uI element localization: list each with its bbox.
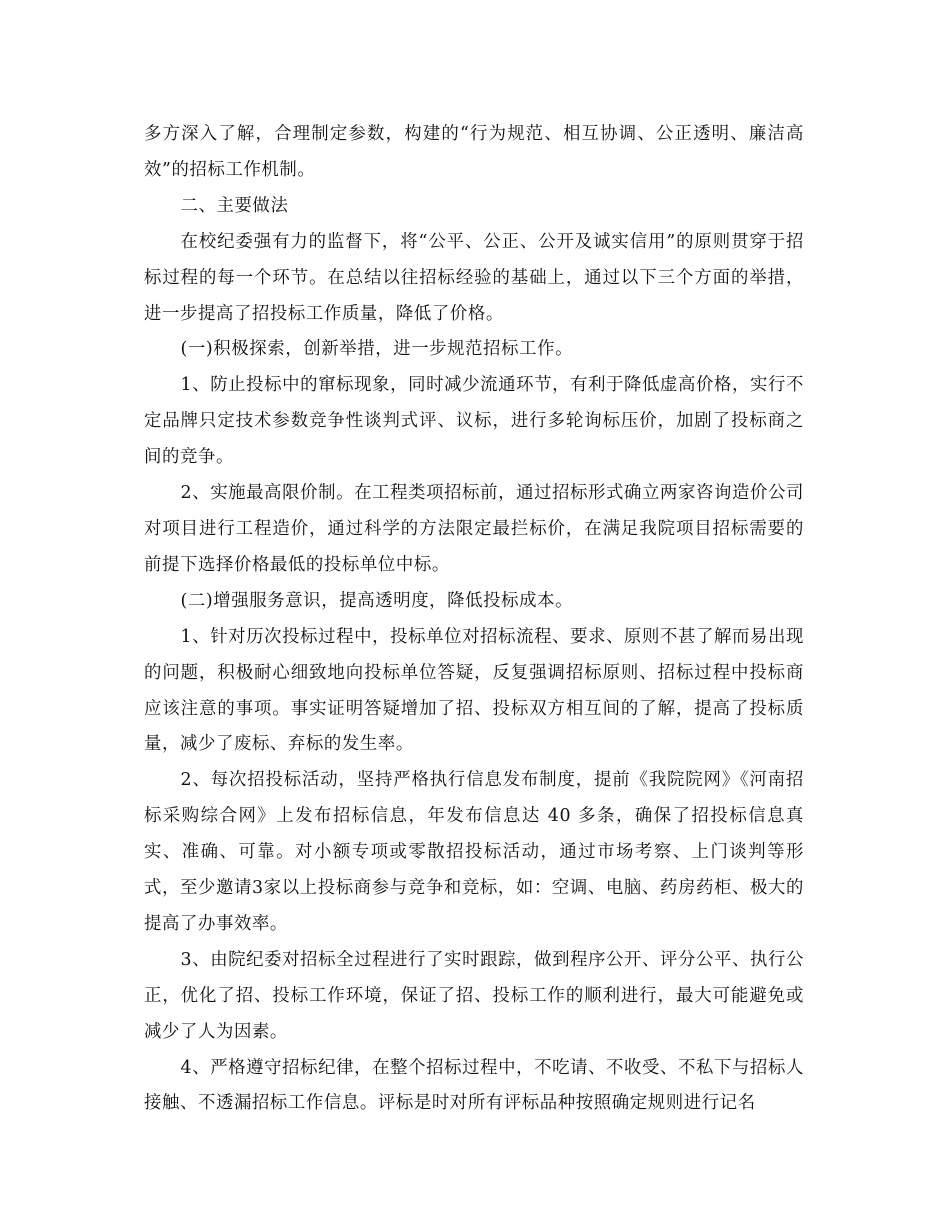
document-body — [144, 117, 804, 1122]
paragraph: 在校纪委强有力的监督下，将“公平、公正、公开及诚实信用”的原则贯穿于招标过程的每一个环节。在总结以往招标经验的基础上，通过以下三个方面的举措，进一步提高了招投标工作质量，降低了价格。 — [144, 231, 804, 324]
paragraph: 1、防止投标中的窜标现象，同时减少流通环节，有利于降低虚高价格，实行不定品牌只定技术参数竞争性谈判式评、议标，进行多轮询标压价，加剧了投标商之间的竞争。 — [144, 375, 804, 468]
paragraph: 4、严格遵守招标纪律，在整个招标过程中，不吃请、不收受、不私下与招标人接触、不透漏招标工作信息。评标是时对所有评标品种按照确定规则进行记名 — [144, 1057, 804, 1114]
section-heading: 二、主要做法 — [180, 195, 289, 216]
paragraph: 多方深入了解，合理制定参数，构建的“行为规范、相互协调、公正透明、廉洁高效”的招标工作机制。 — [144, 124, 804, 180]
paragraph: 2、实施最高限价制。在工程类项招标前，通过招标形式确立两家咨询造价公司对项目进行工程造价，通过科学的方法限定最拦标价，在满足我院项目招标需要的前提下选择价格最低的投标单位中标。 — [144, 483, 804, 575]
subsection-heading: (一)积极探索，创新举措，进一步规范招标工作。 — [180, 339, 574, 360]
subsection-heading: (二)增强服务意识，提高透明度，降低投标成本。 — [180, 590, 574, 611]
paragraph: 3、由院纪委对招标全过程进行了实时跟踪，做到程序公开、评分公平、执行公正，优化了招、投标工作环境，保证了招、投标工作的顺利进行，最大可能避免或减少了人为因素。 — [144, 949, 804, 1042]
paragraph: 1、针对历次投标过程中，投标单位对招标流程、要求、原则不甚了解而易出现的问题，积极耐心细致地向投标单位答疑，反复强调招标原则、招标过程中投标商应该注意的事项。事实证明答疑增加了招、投标双方相互间的了解，提高了投标质量，减少了废标、弃标的发生率。 — [144, 626, 804, 755]
paragraph: 2、每次招投标活动，坚持严格执行信息发布制度，提前《我院院网》《河南招标采购综合网》上发布招标信息，年发布信息达 40 多条，确保了招投标信息真实、准确、可靠。对小额专项或零散招投标活动，通过市场考察、上门谈判等形式，至少邀请3家以上投标商参与竞争和竞标，如：空调、电脑、药房药柜、极大的提高了办事效率。 — [144, 770, 804, 934]
